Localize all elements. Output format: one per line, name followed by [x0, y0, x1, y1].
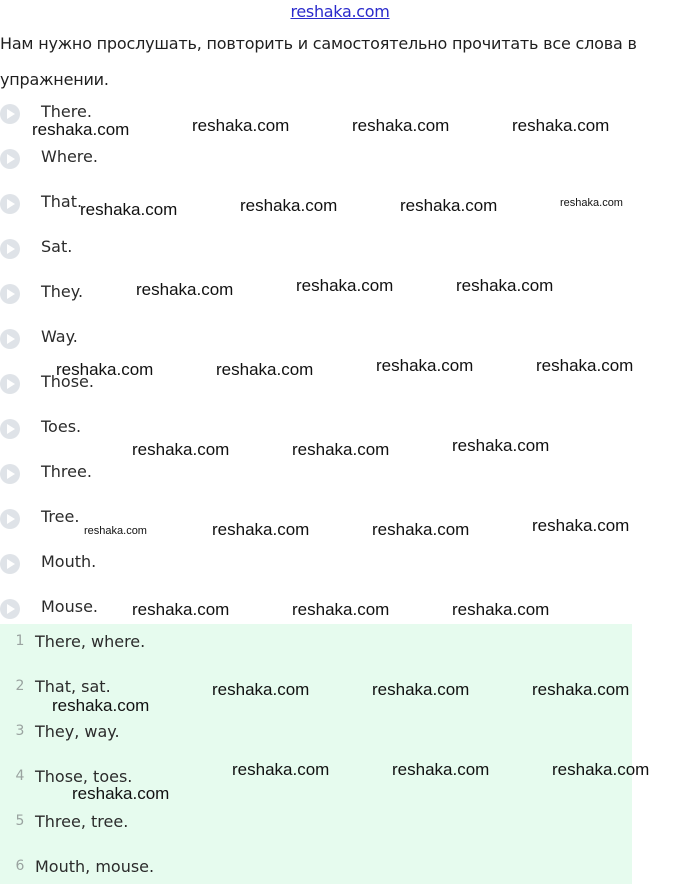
audio-item-label: Tree.	[41, 507, 80, 526]
audio-item-label: Those.	[41, 372, 94, 391]
watermark: reshaka.com	[400, 196, 498, 215]
play-icon[interactable]	[0, 104, 20, 124]
play-icon[interactable]	[0, 149, 20, 169]
watermark: reshaka.com	[72, 784, 170, 803]
watermark: reshaka.com	[84, 525, 147, 537]
play-icon[interactable]	[0, 194, 20, 214]
answer-number: 3	[15, 723, 25, 739]
watermark: reshaka.com	[292, 440, 390, 459]
watermark: reshaka.com	[372, 520, 470, 539]
audio-item-label: There.	[41, 102, 92, 121]
watermark: reshaka.com	[456, 276, 554, 295]
answer-text: That, sat.	[35, 677, 111, 696]
watermark: reshaka.com	[132, 600, 230, 619]
answer-block	[0, 624, 632, 884]
watermark: reshaka.com	[536, 356, 634, 375]
watermark: reshaka.com	[392, 760, 490, 779]
watermark: reshaka.com	[32, 120, 130, 139]
watermark: reshaka.com	[56, 360, 154, 379]
watermark: reshaka.com	[452, 600, 550, 619]
audio-item-label: Way.	[41, 327, 78, 346]
watermark: reshaka.com	[532, 516, 630, 535]
watermark: reshaka.com	[136, 280, 234, 299]
answer-text: There, where.	[35, 632, 146, 651]
audio-item-label: They.	[41, 282, 84, 301]
answer-text: Those, toes.	[35, 767, 133, 786]
watermark: reshaka.com	[532, 680, 630, 699]
play-icon[interactable]	[0, 464, 20, 484]
answer-number: 2	[15, 678, 25, 694]
audio-item-label: Mouse.	[41, 597, 98, 616]
audio-item-label: Toes.	[41, 417, 82, 436]
watermark: reshaka.com	[212, 520, 310, 539]
play-icon[interactable]	[0, 284, 20, 304]
audio-item-label: Sat.	[41, 237, 73, 256]
answer-number: 5	[15, 813, 25, 829]
watermark: reshaka.com	[132, 440, 230, 459]
watermark: reshaka.com	[232, 760, 330, 779]
audio-item-label: Mouth.	[41, 552, 97, 571]
play-icon[interactable]	[0, 374, 20, 394]
watermark: reshaka.com	[452, 436, 550, 455]
audio-item-label: That.	[41, 192, 83, 211]
answer-text: Mouth, mouse.	[35, 857, 155, 876]
watermark: reshaka.com	[216, 360, 314, 379]
watermark: reshaka.com	[372, 680, 470, 699]
play-icon[interactable]	[0, 554, 20, 574]
watermark: reshaka.com	[52, 696, 150, 715]
play-icon[interactable]	[0, 419, 20, 439]
watermark: reshaka.com	[240, 196, 338, 215]
play-icon[interactable]	[0, 509, 20, 529]
answer-text: They, way.	[35, 722, 120, 741]
watermark: reshaka.com	[352, 116, 450, 135]
watermark: reshaka.com	[552, 760, 650, 779]
watermark: reshaka.com	[80, 200, 178, 219]
play-icon[interactable]	[0, 599, 20, 619]
answer-text: Three, tree.	[35, 812, 129, 831]
watermark: reshaka.com	[560, 197, 623, 209]
play-icon[interactable]	[0, 329, 20, 349]
watermark: reshaka.com	[296, 276, 394, 295]
watermark: reshaka.com	[192, 116, 290, 135]
answer-number: 6	[15, 858, 25, 874]
watermark: reshaka.com	[292, 600, 390, 619]
play-icon[interactable]	[0, 239, 20, 259]
watermark: reshaka.com	[212, 680, 310, 699]
answer-number: 1	[15, 633, 25, 649]
audio-item-label: Three.	[41, 462, 92, 481]
audio-item-label: Where.	[41, 147, 98, 166]
site-header-link[interactable]: reshaka.com	[290, 2, 390, 21]
answer-number: 4	[15, 768, 25, 784]
watermark: reshaka.com	[512, 116, 610, 135]
watermark: reshaka.com	[376, 356, 474, 375]
intro-text: Нам нужно прослушать, повторить и самостоятельно прочитать все слова в упражнении.	[0, 34, 637, 89]
